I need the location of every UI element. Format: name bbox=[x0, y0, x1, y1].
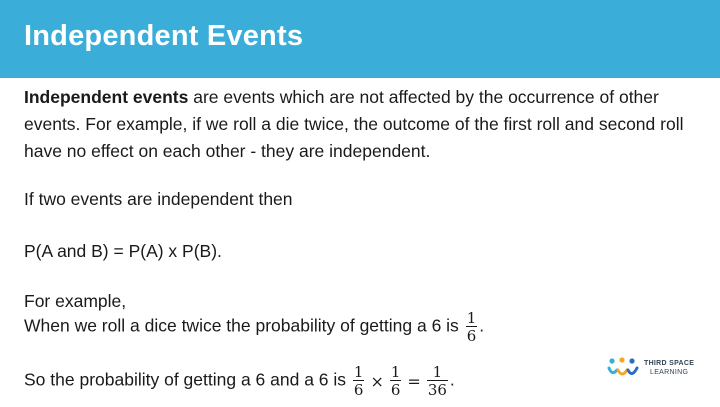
double-six-example bbox=[24, 364, 455, 398]
period: . bbox=[449, 369, 455, 390]
page-title: Independent Events bbox=[24, 20, 304, 52]
equals-sign: = bbox=[407, 371, 421, 391]
fraction-one-sixth-a bbox=[353, 364, 365, 398]
logo-wordmark bbox=[644, 359, 694, 377]
period: . bbox=[479, 315, 485, 336]
fraction-numerator: 1 bbox=[353, 363, 364, 381]
fraction-one-thirtysixth bbox=[427, 364, 448, 398]
third-space-learning-logo bbox=[606, 356, 706, 380]
single-roll-example bbox=[24, 310, 484, 344]
title-banner bbox=[0, 0, 720, 78]
single-roll-text: When we roll a dice twice the probability of getting a 6 is bbox=[24, 315, 459, 336]
times-sign: × bbox=[370, 371, 384, 391]
intro-paragraph bbox=[24, 84, 704, 165]
logo-icon bbox=[606, 356, 640, 380]
logo-line-1: THIRD SPACE bbox=[644, 360, 695, 367]
fraction-one-sixth bbox=[466, 310, 478, 344]
fraction-numerator: 1 bbox=[390, 363, 401, 381]
intro-text: are events which are not affected by the occurrence of other events. For example, if we roll a die twice, the outcome of the first roll and second roll have no effect on each other - they are independent. bbox=[24, 87, 684, 161]
probability-formula: P(A and B) = P(A) x P(B). bbox=[24, 241, 222, 261]
fraction-denominator: 6 bbox=[390, 381, 401, 399]
fraction-denominator: 6 bbox=[353, 381, 364, 399]
fraction-denominator: 36 bbox=[427, 381, 447, 399]
fraction-one-sixth-b bbox=[390, 364, 402, 398]
independence-statement: If two events are independent then bbox=[24, 189, 293, 209]
fraction-numerator: 1 bbox=[432, 363, 443, 381]
logo-line-2: LEARNING bbox=[650, 369, 689, 376]
intro-term: Independent events bbox=[24, 87, 189, 107]
fraction-denominator: 6 bbox=[466, 327, 477, 345]
example-heading: For example, bbox=[24, 291, 127, 311]
fraction-numerator: 1 bbox=[466, 309, 477, 327]
double-six-text: So the probability of getting a 6 and a 6 is bbox=[24, 369, 347, 390]
